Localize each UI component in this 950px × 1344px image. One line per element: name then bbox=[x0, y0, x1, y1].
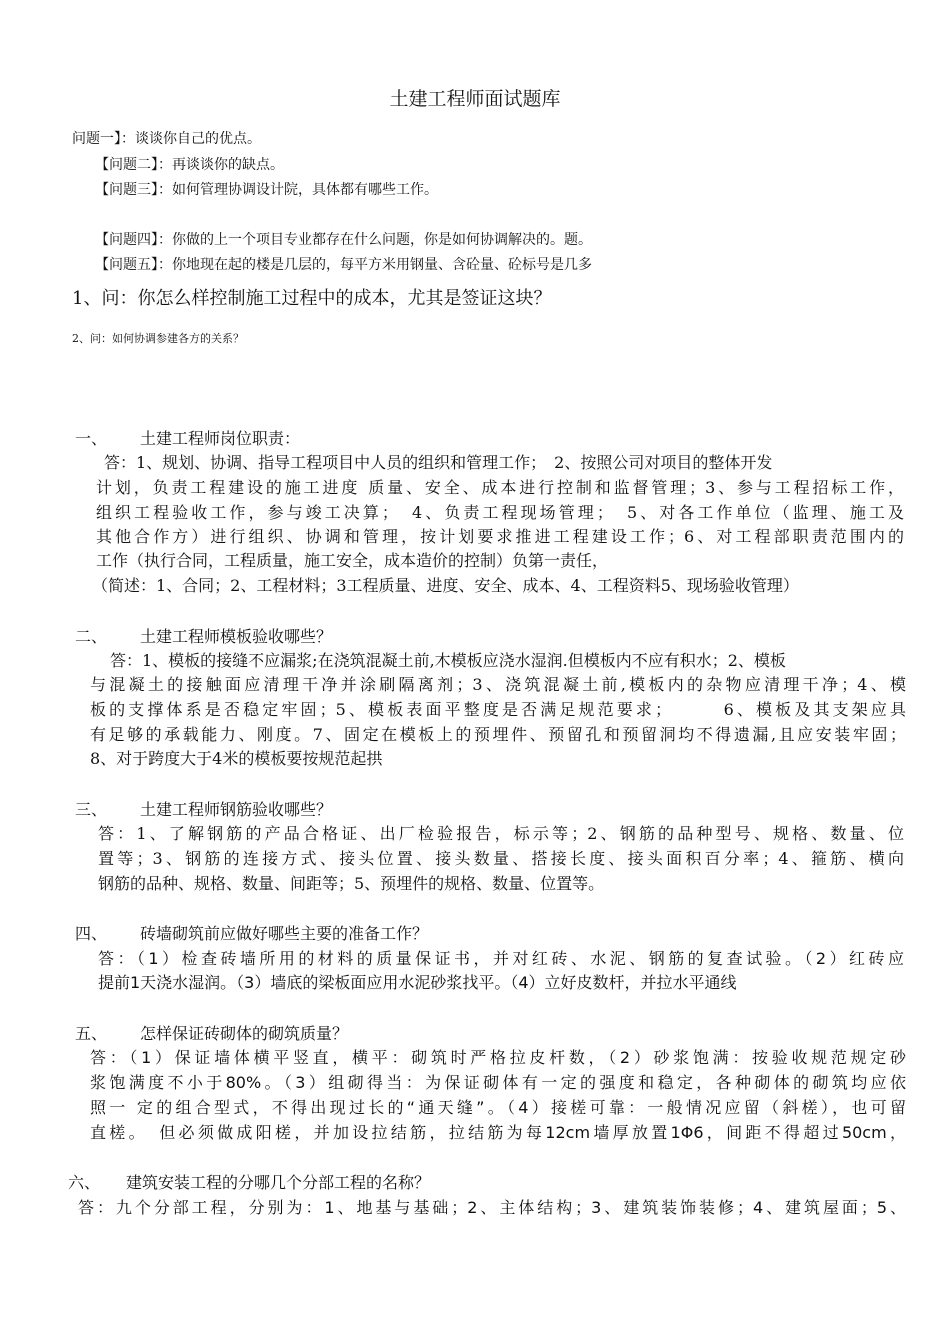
intro-question-2: 【问题二】：再谈谈你的缺点。 bbox=[95, 157, 284, 173]
section-2-number: 二、 bbox=[75, 627, 108, 646]
section-3-heading: 土建工程师钢筋验收哪些？ bbox=[140, 800, 333, 819]
section-2-line-4: 有足够的承载能力、刚度。7、固定在模板上的预埋件、预留孔和预留洞均不得遗漏,且应安装牢固； bbox=[90, 725, 906, 744]
section-4-line-2: 提前1天浇水湿润。（3）墙底的梁板面应用水泥砂浆找平。（4）立好皮数杆，并拉水平通线 bbox=[98, 973, 737, 992]
section-4-number: 四、 bbox=[75, 924, 108, 943]
section-5-line-1: 答：（1）保证墙体横平竖直，横平：砌筑时严格拉皮杆数，（2）砂浆饱满：按验收规范规定砂 bbox=[90, 1048, 906, 1067]
section-1-number: 一、 bbox=[75, 429, 108, 448]
section-5-line-4: 直槎。 但必须做成阳槎，并加设拉结筋，拉结筋为每12cm墙厚放置1Φ6，间距不得超过50cm， bbox=[90, 1123, 906, 1142]
section-4-line-1: 答：（1）检查砖墙所用的材料的质量保证书，并对红砖、水泥、钢筋的复查试验。（2）红砖应 bbox=[98, 949, 904, 968]
section-1-line-2: 计划，负责工程建设的施工进度 质量、安全、成本进行控制和监督管理；3、参与工程招标工作， bbox=[96, 478, 904, 497]
section-1-line-6: （简述：1、合同；2、工程材料；3工程质量、进度、安全、成本、4、工程资料5、现场验收管理） bbox=[92, 576, 799, 595]
section-3-line-2: 置等；3、钢筋的连接方式、接头位置、接头数量、搭接长度、接头面积百分率；4、箍筋、横向 bbox=[98, 849, 904, 868]
section-6-number: 六、 bbox=[68, 1173, 101, 1192]
question-2: 2、问：如何协调参建各方的关系？ bbox=[72, 332, 244, 345]
section-2-line-2: 与混凝土的接触面应清理干净并涂刷隔离剂；3、浇筑混凝土前,模板内的杂物应清理干净；4、模 bbox=[90, 675, 906, 694]
intro-question-3: 【问题三】：如何管理协调设计院，具体都有哪些工作。 bbox=[95, 182, 438, 198]
section-1-line-1: 答：1、规划、协调、指导工程项目中人员的组织和管理工作； 2、按照公司对项目的整体开发 bbox=[104, 453, 773, 472]
section-1-heading: 土建工程师岗位职责： bbox=[140, 429, 301, 448]
section-2-line-3: 板的支撑体系是否稳定牢固；5、模板表面平整度是否满足规范要求； 6、模板及其支架应具 bbox=[90, 700, 906, 719]
page-title: 土建工程师面试题库 bbox=[389, 88, 561, 110]
section-3-line-3: 钢筋的品种、规格、数量、间距等；5、预埋件的规格、数量、位置等。 bbox=[98, 874, 605, 893]
section-3-line-1: 答：1、了解钢筋的产品合格证、出厂检验报告，标示等；2、钢筋的品种型号、规格、数量、位 bbox=[98, 824, 904, 843]
intro-question-4: 【问题四】：你做的上一个项目专业都存在什么问题，你是如何协调解决的。题。 bbox=[95, 232, 592, 248]
section-2-line-1: 答：1、模板的接缝不应漏浆;在浇筑混凝土前,木模板应浇水湿润.但模板内不应有积水；2、模板 bbox=[110, 651, 786, 670]
section-1-line-3: 组织工程验收工作，参与竣工决算； 4、负责工程现场管理； 5、对各工作单位（监理、施工及 bbox=[96, 503, 904, 522]
section-3-number: 三、 bbox=[75, 800, 108, 819]
section-5-number: 五、 bbox=[75, 1024, 108, 1043]
question-1: 1、问：你怎么样控制施工过程中的成本，尤其是签证这块？ bbox=[72, 288, 552, 309]
intro-question-1: 问题一】：谈谈你自己的优点。 bbox=[72, 131, 261, 147]
section-6-line-1: 答：九个分部工程，分别为：1、地基与基础；2、主体结构；3、建筑装饰装修；4、建筑屋面；5、 bbox=[78, 1198, 906, 1217]
section-4-heading: 砖墙砌筑前应做好哪些主要的准备工作？ bbox=[140, 924, 429, 943]
section-5-heading: 怎样保证砖砌体的砌筑质量？ bbox=[140, 1024, 349, 1043]
section-2-heading: 土建工程师模板验收哪些？ bbox=[140, 627, 333, 646]
section-2-line-5: 8、对于跨度大于4米的模板要按规范起拱 bbox=[90, 749, 383, 768]
section-5-line-2: 浆饱满度不小于80%。（3）组砌得当：为保证砌体有一定的强度和稳定，各种砌体的砌筑均应依 bbox=[90, 1073, 906, 1092]
section-1-line-5: 工作（执行合同，工程质量，施工安全，成本造价的控制）负第一责任， bbox=[96, 551, 609, 570]
section-5-line-3: 照一 定的组合型式，不得出现过长的“通天缝”。（4）接槎可靠：一般情况应留（斜槎），也可留 bbox=[90, 1098, 906, 1117]
section-1-line-4: 其他合作方）进行组织、协调和管理，按计划要求推进工程建设工作；6、对工程部职责范围内的 bbox=[96, 527, 904, 546]
intro-question-5: 【问题五】：你地现在起的楼是几层的，每平方米用钢量、含砼量、砼标号是几多 bbox=[95, 257, 592, 273]
section-6-heading: 建筑安装工程的分哪几个分部工程的名称？ bbox=[126, 1173, 431, 1192]
